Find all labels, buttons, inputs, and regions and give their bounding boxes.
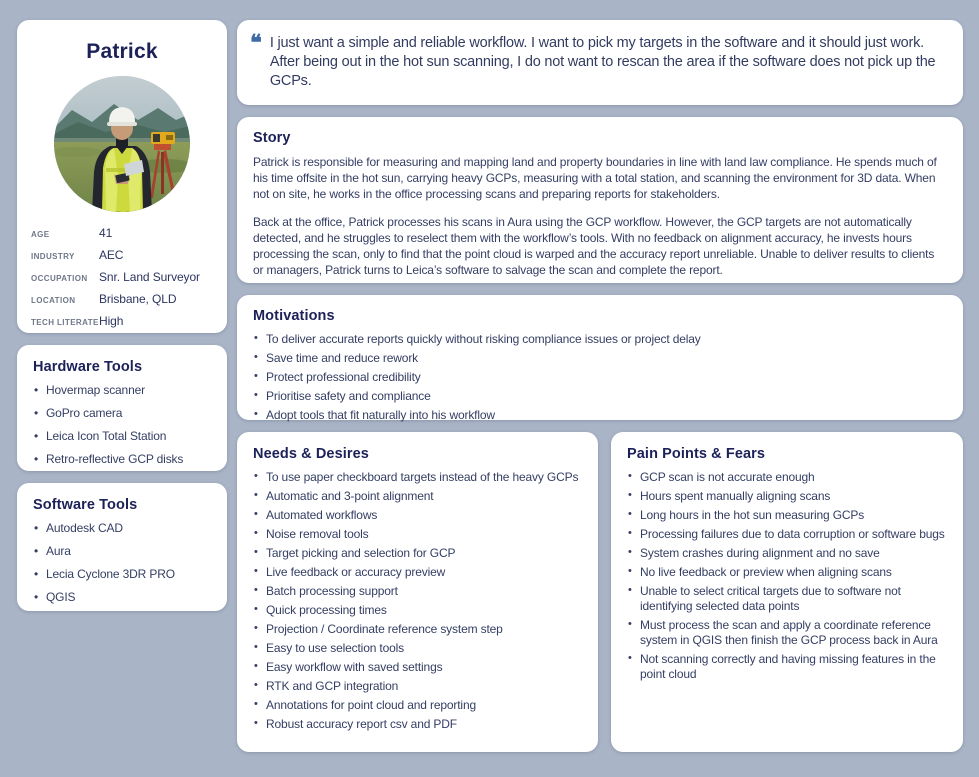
quote-text: I just want a simple and reliable workflow. I want to pick my targets in the software and it should just work. After being out in the hot sun scanning, I do not want to rescan the area if the software does not pick up the GCPs.: [269, 35, 936, 89]
surveyor-photo-illustration: [54, 76, 190, 212]
list-item: • Projection / Coordinate reference system step: [253, 622, 582, 637]
list-item: • Aura: [33, 544, 211, 558]
attr-value: AEC: [99, 248, 124, 262]
avatar: [54, 76, 190, 212]
list-item: • Automated workflows: [253, 508, 582, 523]
list-item: • Protect professional credibility: [253, 370, 947, 385]
list-item: • Save time and reduce rework: [253, 351, 947, 366]
story-paragraph-1: Patrick is responsible for measuring and mapping land and property boundaries in line with land law compliance. He spends much of his time offsite in the hot sun, carrying heavy GCPs, measuring with a total station, and scanning the environment for 3D data. When not on site, he works in the office processing scans and preparing reports for stakeholders.: [253, 155, 937, 201]
list-item: • GCP scan is not accurate enough: [627, 470, 947, 485]
pain-points-title: Pain Points & Fears: [627, 446, 766, 462]
list-item: • Must process the scan and apply a coordinate reference system in QGIS then finish the GCP process back in Aura: [627, 618, 947, 648]
attr-label: TECH LITERATE: [31, 318, 99, 327]
software-tools-card: [17, 483, 227, 611]
list-item: • Automatic and 3-point alignment: [253, 489, 582, 504]
story-title: Story: [253, 130, 291, 146]
attr-row-tech-literate: [31, 314, 213, 328]
list-item: • Unable to select critical targets due to software not identifying selected data points: [627, 584, 947, 614]
attr-label: OCCUPATION: [31, 274, 88, 283]
motivations-list: [253, 332, 947, 423]
attr-row-age: [31, 226, 213, 240]
list-item: • Easy workflow with saved settings: [253, 660, 582, 675]
list-item: • System crashes during alignment and no save: [627, 546, 947, 561]
software-tools-title: Software Tools: [33, 497, 138, 513]
list-item: • QGIS: [33, 590, 211, 604]
list-item: • Adopt tools that fit naturally into his workflow: [253, 408, 947, 423]
list-item: • Processing failures due to data corruption or software bugs: [627, 527, 947, 542]
attr-value: Brisbane, QLD: [99, 292, 177, 306]
motivations-card: [237, 295, 963, 420]
list-item: • No live feedback or preview when aligning scans: [627, 565, 947, 580]
needs-desires-list: [253, 470, 582, 732]
right-column: [237, 20, 963, 752]
pain-points-card: [611, 432, 963, 752]
list-item: • Target picking and selection for GCP: [253, 546, 582, 561]
attr-row-industry: [31, 248, 213, 262]
list-item: • To use paper checkboard targets instead of the heavy GCPs: [253, 470, 582, 485]
list-item: • Prioritise safety and compliance: [253, 389, 947, 404]
list-item: • GoPro camera: [33, 406, 211, 420]
needs-desires-title: Needs & Desires: [253, 446, 369, 462]
list-item: • Hovermap scanner: [33, 383, 211, 397]
profile-card: [17, 20, 227, 333]
bottom-row: [237, 432, 963, 752]
attr-label: AGE: [31, 230, 50, 239]
attr-value: Snr. Land Surveyor: [99, 270, 200, 284]
profile-attributes: [31, 226, 213, 328]
quote-icon: ❝: [250, 30, 262, 56]
motivations-title: Motivations: [253, 308, 335, 324]
list-item: • RTK and GCP integration: [253, 679, 582, 694]
list-item: • Quick processing times: [253, 603, 582, 618]
avatar-wrap: [31, 76, 213, 212]
list-item: • Batch processing support: [253, 584, 582, 599]
attr-value: High: [99, 314, 124, 328]
list-item: • Not scanning correctly and having missing features in the point cloud: [627, 652, 947, 682]
list-item: • Lecia Cyclone 3DR PRO: [33, 567, 211, 581]
story-card: [237, 117, 963, 283]
list-item: • Noise removal tools: [253, 527, 582, 542]
quote-card: [237, 20, 963, 105]
needs-desires-card: [237, 432, 598, 752]
hardware-tools-title: Hardware Tools: [33, 359, 143, 375]
attr-value: 41: [99, 226, 113, 240]
list-item: • Long hours in the hot sun measuring GCPs: [627, 508, 947, 523]
hardware-tools-card: [17, 345, 227, 471]
hardware-tools-list: [33, 383, 211, 466]
list-item: • To deliver accurate reports quickly without risking compliance issues or project delay: [253, 332, 947, 347]
list-item: • Live feedback or accuracy preview: [253, 565, 582, 580]
pain-points-list: [627, 470, 947, 682]
list-item: • Autodesk CAD: [33, 521, 211, 535]
list-item: • Annotations for point cloud and reporting: [253, 698, 582, 713]
list-item: • Leica Icon Total Station: [33, 429, 211, 443]
attr-label: INDUSTRY: [31, 252, 75, 261]
persona-name: Patrick: [86, 40, 158, 63]
list-item: • Easy to use selection tools: [253, 641, 582, 656]
attr-row-occupation: [31, 270, 213, 284]
list-item: • Robust accuracy report csv and PDF: [253, 717, 582, 732]
list-item: • Hours spent manually aligning scans: [627, 489, 947, 504]
attr-label: LOCATION: [31, 296, 76, 305]
left-column: [17, 20, 227, 752]
list-item: • Retro-reflective GCP disks: [33, 452, 211, 466]
software-tools-list: [33, 521, 211, 604]
story-paragraph-2: Back at the office, Patrick processes his scans in Aura using the GCP workflow. However, the GCP targets are not automatically detected, and he struggles to reselect them with the workflow’s tools. With no feedback on alignment accuracy, he invests hours processing the scan, only to find that the point cloud is warped and the accuracy report unreliable. Unable to deliver results to clients or managers, Patrick turns to Leica’s software to salvage the scan and complete the report.: [253, 215, 935, 277]
attr-row-location: [31, 292, 213, 306]
